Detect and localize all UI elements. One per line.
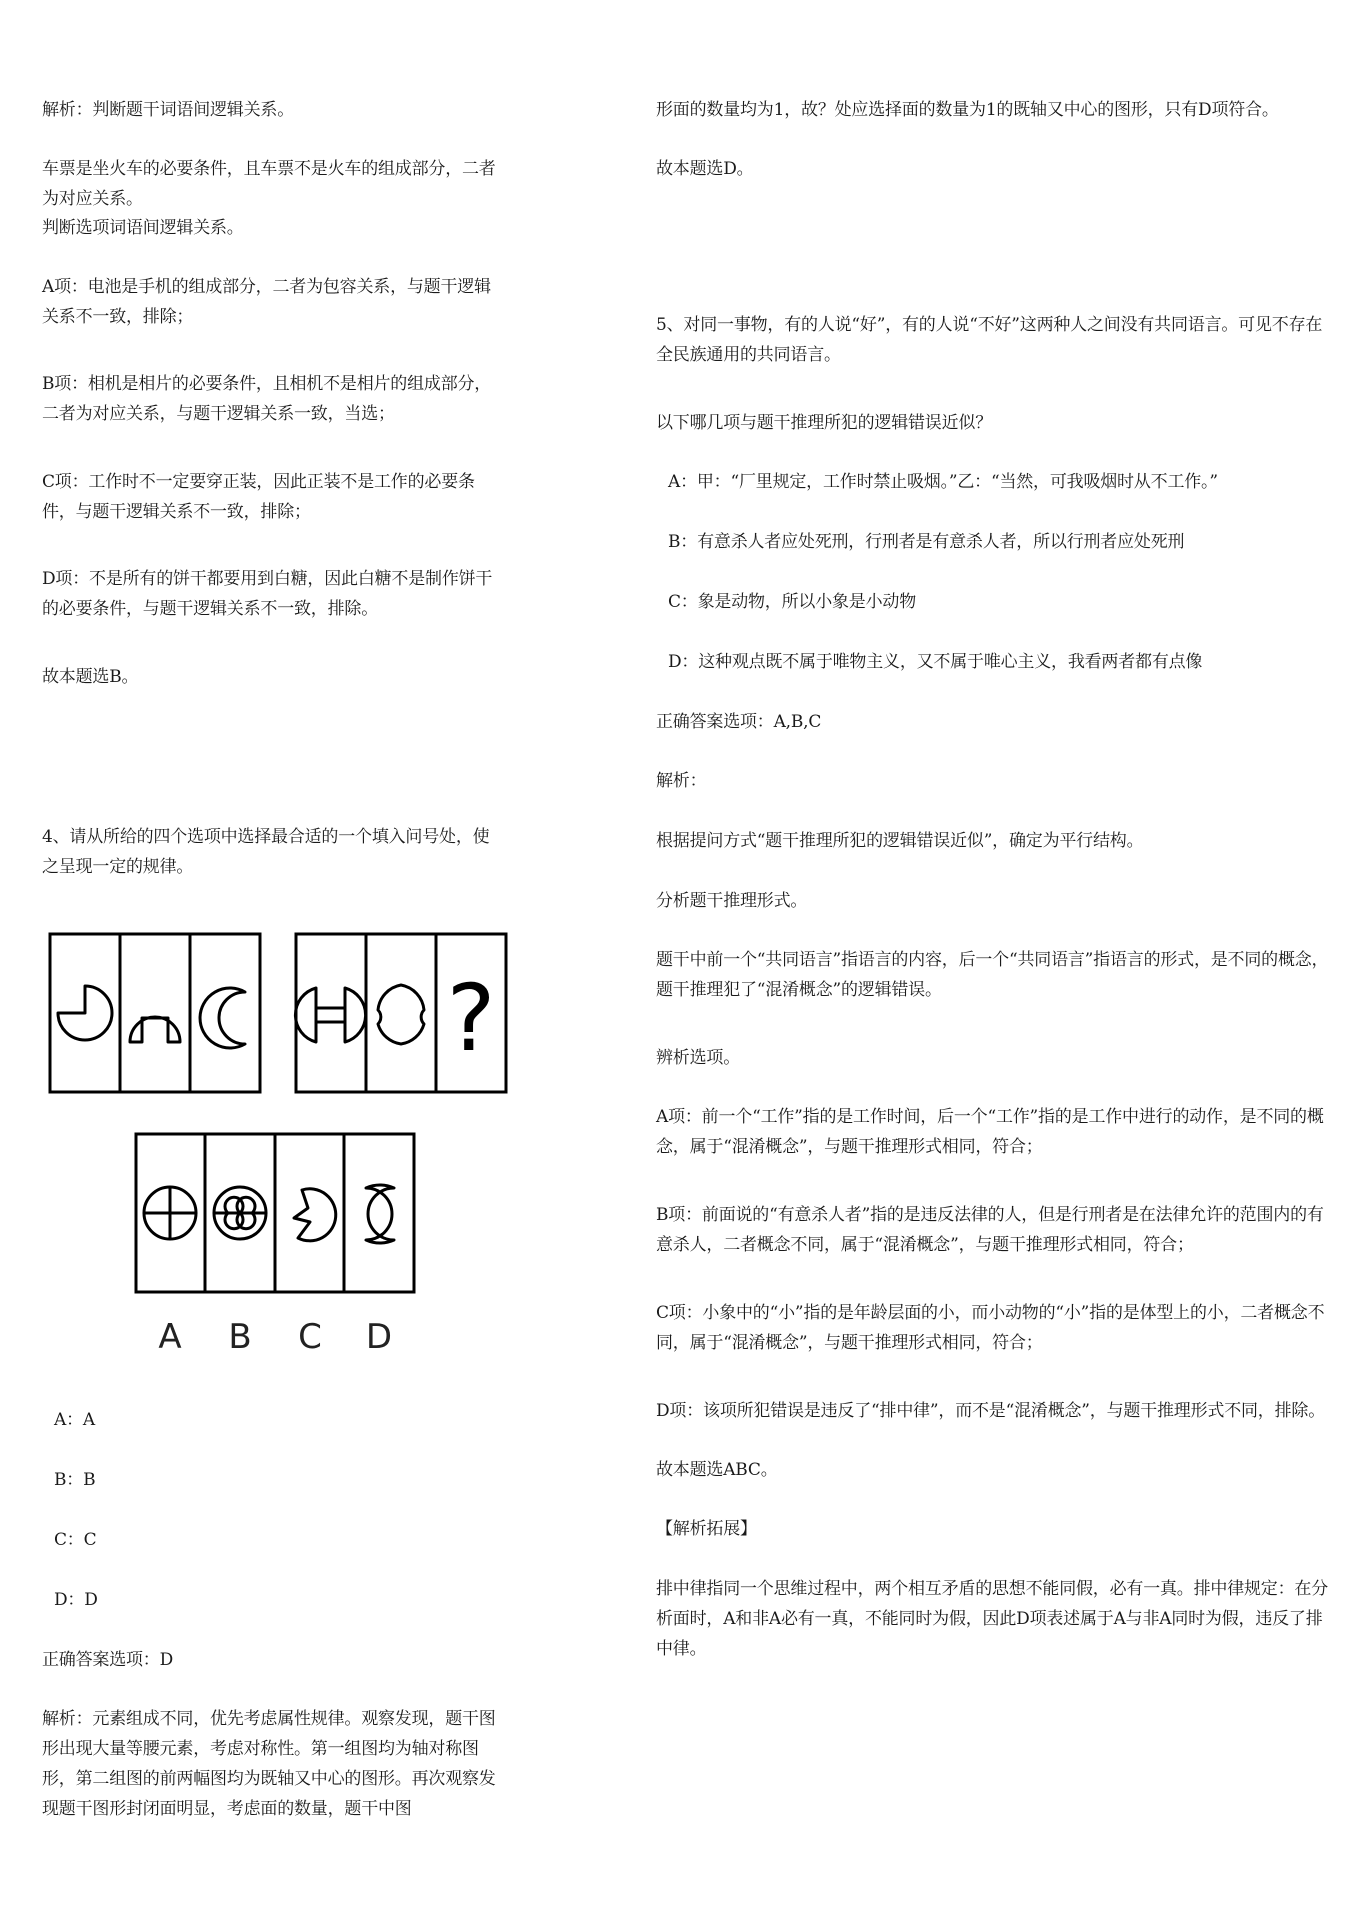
option-a-shape (144, 1187, 196, 1239)
answer-label-b: B (228, 1317, 252, 1357)
prev-analysis-option-d: D项：不是所有的饼干都要用到白糖，因此白糖不是制作饼干的必要条件，与题干逻辑关系不一致，排除。 (42, 569, 493, 619)
q5-analysis-line: 题干中前一个“共同语言”指语言的内容，后一个“共同语言”指语言的形式，是不同的概念，题干推理犯了“混淆概念”的逻辑错误。 (656, 950, 1329, 1000)
q5-analysis-line: 根据提问方式“题干推理所犯的逻辑错误近似”，确定为平行结构。 (656, 831, 1144, 851)
q4-option-b[interactable]: B：B (54, 1470, 96, 1490)
answer-label-c: C (298, 1317, 322, 1357)
q4-analysis: 解析：元素组成不同，优先考虑属性规律。观察发现，题干图形出现大量等腰元素，考虑对称性。第一组图均为轴对称图形，第二组图的前两幅图均为既轴又中心的图形。再次观察发现题干图形封闭面明显，考虑面的数量，题干中图 (42, 1709, 496, 1819)
q5-question: 以下哪几项与题干推理所犯的逻辑错误近似？ (656, 413, 992, 433)
question-mark: ? (446, 965, 496, 1072)
q4-stem: 4、请从所给的四个选项中选择最合适的一个填入问号处，使之呈现一定的规律。 (42, 827, 490, 877)
q5-analysis-title: 解析： (656, 771, 707, 791)
figure-4-shape (295, 988, 365, 1042)
figure-3-shape (200, 988, 245, 1048)
q5-analysis-option-b: B项：前面说的“有意杀人者”指的是违反法律的人，但是行刑者是在法律允许的范围内的有意杀人，二者概念不同，属于“混淆概念”，与题干推理形式相同，符合； (656, 1205, 1324, 1255)
q5-option-c[interactable]: C：象是动物，所以小象是小动物 (668, 592, 917, 612)
option-b-shape (214, 1187, 266, 1239)
answer-label-a: A (158, 1317, 182, 1357)
q4-answer: 正确答案选项：D (42, 1650, 174, 1670)
figure-2-shape (130, 1017, 180, 1042)
prev-analysis-option-c: C项：工作时不一定要穿正装，因此正装不是工作的必要条件，与题干逻辑关系不一致，排除； (42, 472, 475, 522)
prev-analysis-line: 判断选项词语间逻辑关系。 (42, 218, 244, 238)
prev-analysis-line: 车票是坐火车的必要条件，且车票不是火车的组成部分，二者为对应关系。 (42, 159, 496, 209)
q4-answer-figure (132, 1130, 422, 1360)
q5-stem: 5、对同一事物，有的人说“好”，有的人说“不好”这两种人之间没有共同语言。可见不存在全民族通用的共同语言。 (656, 315, 1323, 365)
q4-analysis-continued: 形面的数量均为1，故？处应选择面的数量为1的既轴又中心的图形，只有D项符合。 (656, 100, 1279, 120)
q5-analysis-option-a: A项：前一个“工作”指的是工作时间，后一个“工作”指的是工作中进行的动作，是不同的概念，属于“混淆概念”，与题干推理形式相同，符合； (656, 1107, 1324, 1157)
option-c-shape (294, 1189, 336, 1241)
q4-option-d[interactable]: D：D (54, 1590, 98, 1610)
q4-question-figure (48, 930, 508, 1096)
figure-5-shape (378, 985, 424, 1044)
q4-option-a[interactable]: A：A (54, 1410, 95, 1430)
q5-extension-title: 【解析拓展】 (656, 1519, 757, 1539)
prev-analysis-option-b: B项：相机是相片的必要条件，且相机不是相片的组成部分，二者为对应关系，与题干逻辑关系一致，当选； (42, 374, 492, 424)
q5-option-b[interactable]: B：有意杀人者应处死刑，行刑者是有意杀人者，所以行刑者应处死刑 (668, 532, 1185, 552)
answer-label-d: D (365, 1317, 393, 1357)
figure-1-shape (58, 986, 112, 1040)
q4-conclusion: 故本题选D。 (656, 159, 754, 179)
prev-answer-conclusion: 故本题选B。 (42, 667, 139, 687)
q5-analysis-line: 分析题干推理形式。 (656, 891, 808, 911)
q5-option-a[interactable]: A：甲：“厂里规定，工作时禁止吸烟。”乙：“当然，可我吸烟时从不工作。” (668, 472, 1218, 492)
option-d-shape (366, 1185, 394, 1243)
q4-option-c[interactable]: C：C (54, 1530, 97, 1550)
q5-conclusion: 故本题选ABC。 (656, 1460, 778, 1480)
q5-extension-text: 排中律指同一个思维过程中，两个相互矛盾的思想不能同假，必有一真。排中律规定：在分析面时，A和非A必有一真，不能同时为假，因此D项表述属于A与非A同时为假，违反了排中律。 (656, 1579, 1328, 1659)
q5-analysis-option-d: D项：该项所犯错误是违反了“排中律”，而不是“混淆概念”，与题干推理形式不同，排除。 (656, 1401, 1325, 1421)
q5-analysis-option-c: C项：小象中的“小”指的是年龄层面的小，而小动物的“小”指的是体型上的小，二者概念不同，属于“混淆概念”，与题干推理形式相同，符合； (656, 1303, 1325, 1353)
q5-option-d[interactable]: D：这种观点既不属于唯物主义，又不属于唯心主义，我看两者都有点像 (668, 652, 1203, 672)
q5-analysis-line: 辨析选项。 (656, 1048, 740, 1068)
q5-answer: 正确答案选项：A,B,C (656, 712, 822, 732)
prev-analysis-intro: 解析：判断题干词语间逻辑关系。 (42, 100, 294, 120)
prev-analysis-option-a: A项：电池是手机的组成部分，二者为包容关系，与题干逻辑关系不一致，排除； (42, 277, 491, 327)
